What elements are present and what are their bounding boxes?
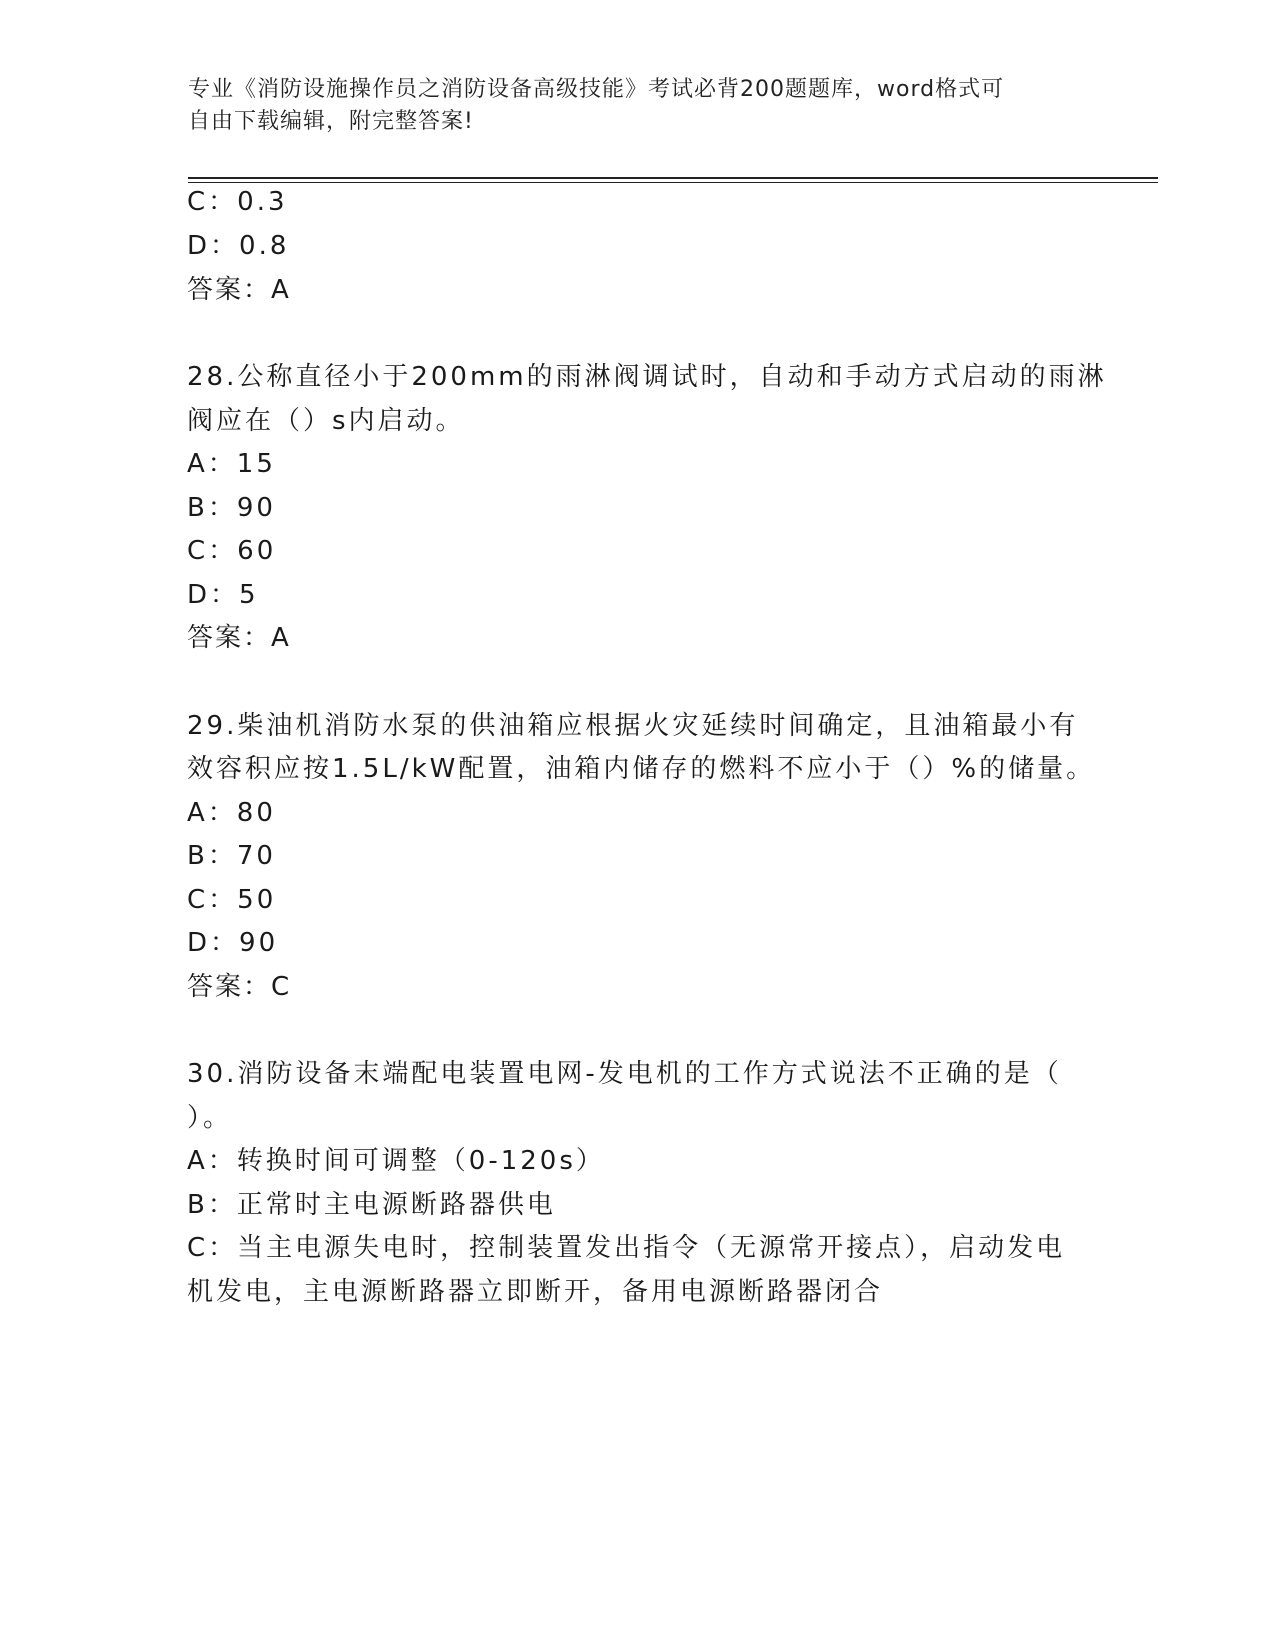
option-c: C：0.3 bbox=[187, 187, 288, 217]
question-29-option-c: C：50 bbox=[187, 885, 277, 915]
question-28-answer: 答案：A bbox=[187, 623, 291, 653]
question-28-option-c: C：60 bbox=[187, 536, 277, 566]
header-divider-thin bbox=[188, 182, 1158, 183]
question-29-option-d: D：90 bbox=[187, 928, 279, 958]
header-line-1: 专业《消防设施操作员之消防设备高级技能》考试必背200题题库，word格式可 bbox=[188, 77, 1005, 102]
question-29-stem-line-1: 29.柴油机消防水泵的供油箱应根据火灾延续时间确定，且油箱最小有 bbox=[187, 711, 1079, 741]
question-28-stem-line-2: 阀应在（）s内启动。 bbox=[187, 406, 465, 436]
question-29-stem-line-2: 效容积应按1.5L/kW配置，油箱内储存的燃料不应小于（）%的储量。 bbox=[187, 754, 1096, 784]
header-divider-thick bbox=[188, 177, 1158, 179]
option-d: D：0.8 bbox=[187, 231, 290, 261]
question-28-option-d: D：5 bbox=[187, 580, 259, 610]
question-30-stem-line-1: 30.消防设备末端配电装置电网-发电机的工作方式说法不正确的是（ bbox=[187, 1059, 1062, 1089]
question-30-option-a: A：转换时间可调整（0-120s） bbox=[187, 1146, 605, 1176]
question-29-option-b: B：70 bbox=[187, 841, 276, 871]
question-29-answer: 答案：C bbox=[187, 972, 292, 1002]
question-28-option-a: A：15 bbox=[187, 449, 276, 479]
header-line-2: 自由下载编辑，附完整答案! bbox=[188, 109, 474, 134]
question-28-stem-line-1: 28.公称直径小于200mm的雨淋阀调试时，自动和手动方式启动的雨淋 bbox=[187, 362, 1107, 392]
question-28-option-b: B：90 bbox=[187, 493, 276, 523]
document-header bbox=[188, 74, 1068, 138]
question-30-option-c: C：当主电源失电时，控制装置发出指令（无源常开接点），启动发电 bbox=[187, 1233, 1066, 1263]
question-30-stem-line-2: ）。 bbox=[187, 1103, 233, 1133]
question-30-option-c-cont: 机发电，主电源断路器立即断开，备用电源断路器闭合 bbox=[187, 1277, 884, 1307]
answer-line: 答案：A bbox=[187, 275, 291, 305]
question-29-option-a: A：80 bbox=[187, 798, 276, 828]
question-30-option-b: B：正常时主电源断路器供电 bbox=[187, 1190, 556, 1220]
